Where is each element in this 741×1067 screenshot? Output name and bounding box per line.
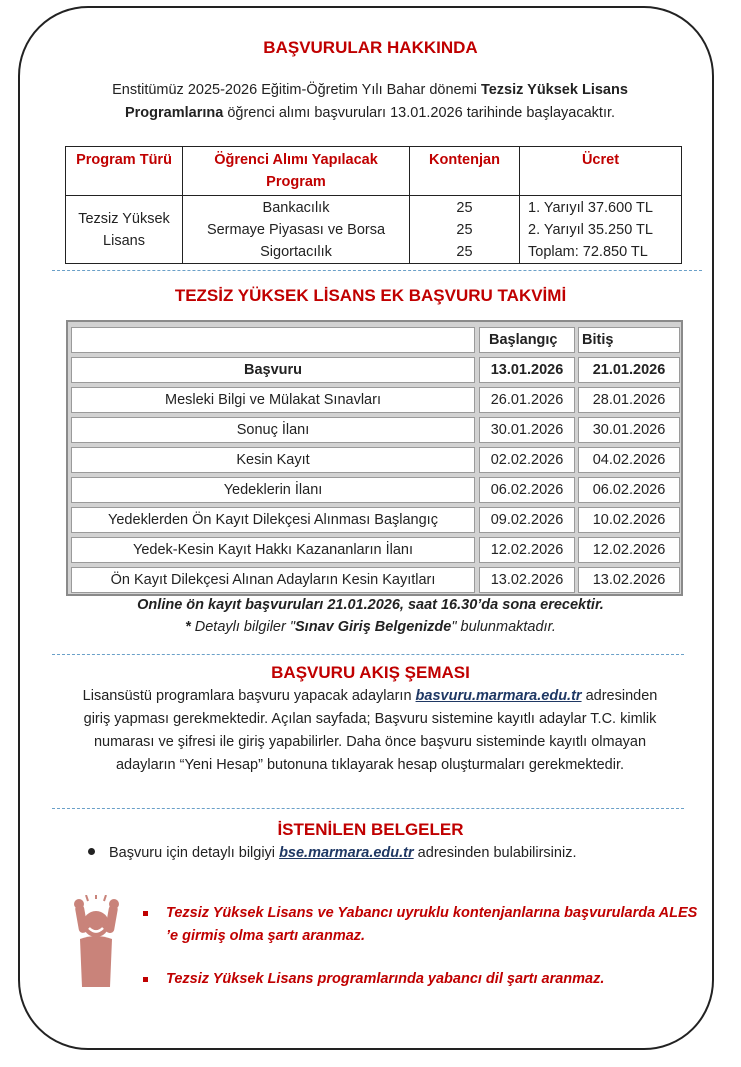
note-asterisk: * (185, 619, 191, 635)
section-title-documents: İSTENİLEN BELGELER (277, 820, 464, 839)
program-type-cell: Tezsiz Yüksek Lisans (66, 196, 183, 264)
flow-paragraph (72, 685, 668, 777)
calendar-row-start: 13.01.2026 (479, 357, 575, 383)
fee-value: 1. Yarıyıl 37.600 TL (528, 199, 653, 216)
calendar-row-start: 06.02.2026 (479, 477, 575, 503)
note-text-end: " bulunmaktadır. (451, 619, 556, 635)
calendar-row-end: 13.02.2026 (578, 567, 680, 593)
header-quota: Kontenjan (410, 147, 520, 196)
program-name: Sermaye Piyasası ve Borsa (206, 221, 386, 238)
divider (52, 654, 684, 655)
fee-value: 2. Yarıyıl 35.250 TL (528, 221, 653, 238)
quota-cell (410, 196, 520, 264)
flow-text-start: Lisansüstü programlara başvuru yapacak adayların (82, 688, 416, 704)
square-bullet-icon (143, 977, 148, 982)
quota-value: 25 (456, 221, 473, 238)
calendar-row-start: 26.01.2026 (479, 387, 575, 413)
section-title-applications: BAŞVURULAR HAKKINDA (263, 38, 478, 57)
calendar-header-end: Bitiş (578, 327, 680, 353)
calendar-header-start: Başlangıç (479, 327, 575, 353)
program-name: Bankacılık (262, 199, 330, 216)
square-bullet-icon (143, 911, 148, 916)
detail-note (0, 619, 741, 635)
intro-paragraph (70, 79, 670, 125)
calendar-row-end: 30.01.2026 (578, 417, 680, 443)
calendar-row-start: 30.01.2026 (479, 417, 575, 443)
calendar-row-label: Ön Kayıt Dilekçesi Alınan Adayların Kesin Kayıtları (71, 567, 475, 593)
calendar-row-label: Sonuç İlanı (71, 417, 475, 443)
calendar-row-end: 10.02.2026 (578, 507, 680, 533)
fee-value: Toplam: 72.850 TL (528, 243, 648, 260)
section-title-calendar: TEZSİZ YÜKSEK LİSANS EK BAŞVURU TAKVİMİ (174, 286, 567, 305)
calendar-row-label: Yedeklerden Ön Kayıt Dilekçesi Alınması Başlangıç (71, 507, 475, 533)
quota-value: 25 (456, 199, 473, 216)
fee-cell (520, 196, 682, 264)
calendar-row-end: 28.01.2026 (578, 387, 680, 413)
calendar-row-end: 21.01.2026 (578, 357, 680, 383)
header-program-type: Program Türü (66, 147, 183, 196)
note-text-bold: Sınav Giriş Belgenizde (295, 619, 452, 635)
bullet-text-start: Başvuru için detaylı bilgiyi (109, 845, 280, 861)
note-text-start: Detaylı bilgiler " (190, 619, 296, 635)
program-name: Sigortacılık (260, 243, 332, 260)
calendar-row-start: 13.02.2026 (479, 567, 575, 593)
calendar-row-label: Mesleki Bilgi ve Mülakat Sınavları (71, 387, 475, 413)
intro-text-start: Enstitümüz 2025-2026 Eğitim-Öğretim Yılı Bahar dönemi (112, 82, 481, 98)
calendar-row-start: 12.02.2026 (479, 537, 575, 563)
basvuru-link[interactable]: basvuru.marmara.edu.tr (415, 688, 582, 704)
divider (52, 270, 702, 271)
requirement-item (143, 968, 703, 991)
bse-link[interactable]: bse.marmara.edu.tr (279, 845, 414, 861)
header-program: Öğrenci Alımı Yapılacak Program (183, 147, 410, 196)
calendar-row-label: Kesin Kayıt (71, 447, 475, 473)
quota-value: 25 (456, 243, 473, 260)
calendar-row-start: 02.02.2026 (479, 447, 575, 473)
calendar-row-end: 12.02.2026 (578, 537, 680, 563)
calendar-row-label: Yedek-Kesin Kayıt Hakkı Kazananların İlanı (71, 537, 475, 563)
program-list-cell (183, 196, 410, 264)
requirement-item (143, 902, 703, 948)
intro-text-end: öğrenci alımı başvuruları 13.01.2026 tarihinde başlayacaktır. (223, 105, 616, 121)
intro-text-bold: Tezsiz Yüksek Lisans Programlarına (124, 82, 628, 121)
calendar-row-end: 06.02.2026 (578, 477, 680, 503)
cheering-person-icon (66, 895, 128, 987)
documents-bullet (88, 845, 576, 861)
calendar-table (66, 320, 683, 596)
calendar-header-blank (71, 327, 475, 353)
program-table (65, 146, 682, 264)
header-fee: Ücret (520, 147, 682, 196)
deadline-note: Online ön kayıt başvuruları 21.01.2026, saat 16.30’da sona erecektir. (137, 597, 604, 613)
requirement-text: Tezsiz Yüksek Lisans programlarında yabancı dil şartı aranmaz. (166, 971, 605, 987)
bullet-dot-icon (88, 848, 95, 855)
calendar-row-start: 09.02.2026 (479, 507, 575, 533)
calendar-row-label: Yedeklerin İlanı (71, 477, 475, 503)
flow-text-end: adresinden giriş yapması gerekmektedir. Açılan sayfada; Başvuru sistemine kayıtlı adaylar T.C. kimlik numarası ve şifresi ile giriş yapabilirler. Daha önce başvuru sisteminde kayıtlı olmayan adayların “Yeni Hesap” butonuna tıklayarak hesap oluşturmaları gerekmektedir. (83, 688, 658, 773)
divider (52, 808, 684, 809)
calendar-row-end: 04.02.2026 (578, 447, 680, 473)
bullet-text-end: adresinden bulabilirsiniz. (413, 845, 577, 861)
section-title-flow: BAŞVURU AKIŞ ŞEMASI (271, 663, 470, 682)
calendar-row-label: Başvuru (71, 357, 475, 383)
requirement-text: Tezsiz Yüksek Lisans ve Yabancı uyruklu kontenjanlarına başvurularda ALES ’e girmiş olma şartı aranmaz. (166, 905, 698, 944)
